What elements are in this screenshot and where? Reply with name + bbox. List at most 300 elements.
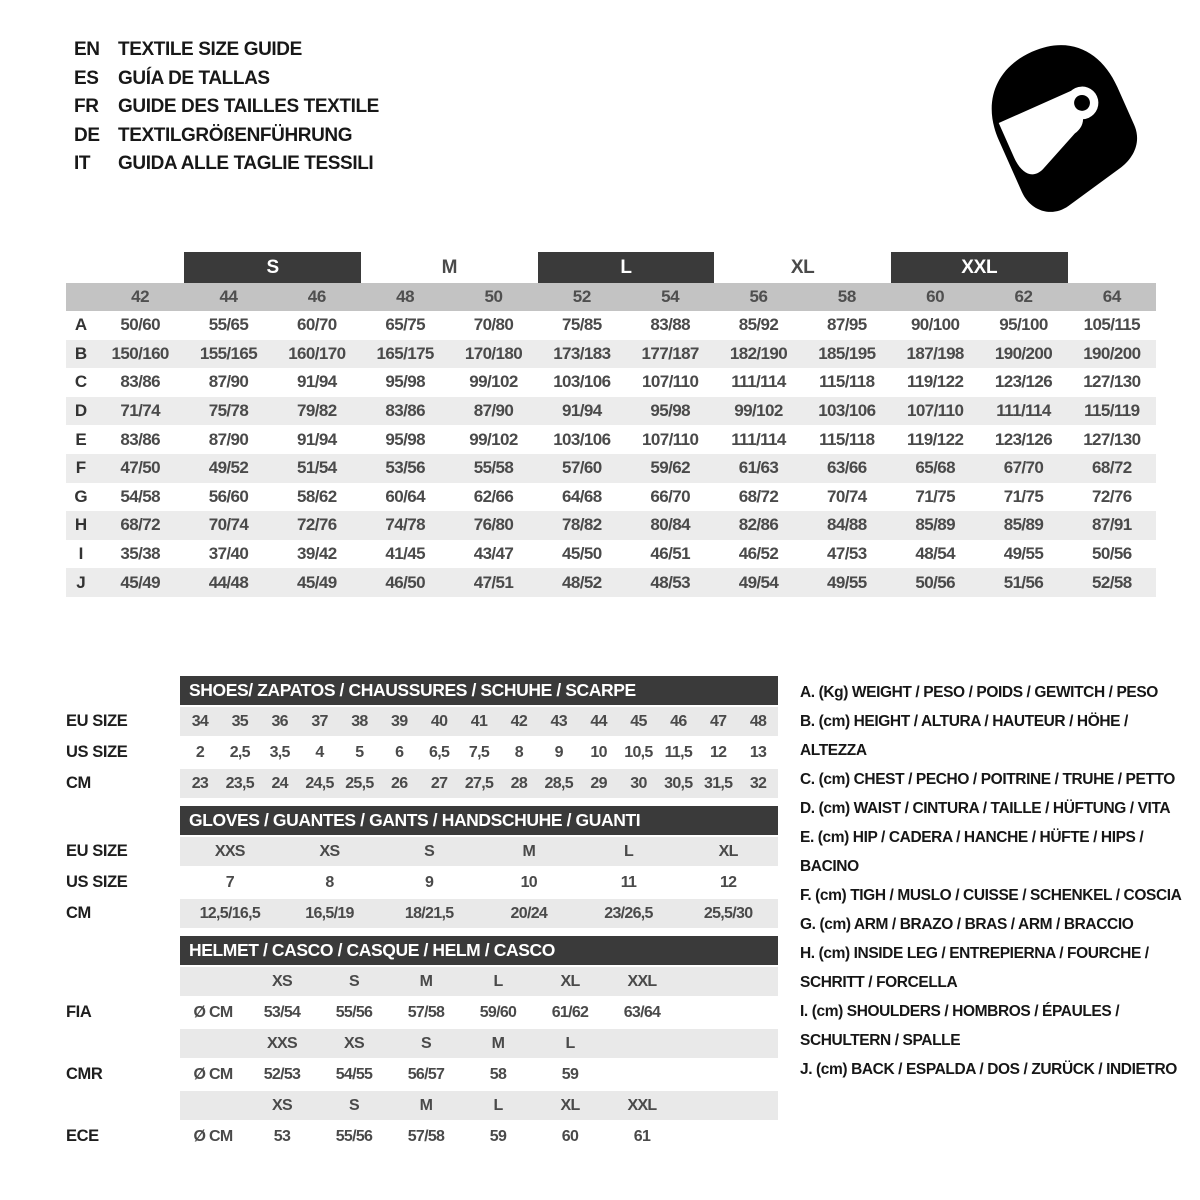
size-cell: 83/88 [650, 315, 690, 335]
gloves-cell: 20/24 [510, 904, 548, 922]
size-cell: 95/98 [650, 401, 690, 421]
shoes-cell: 7,5 [468, 743, 490, 761]
helmet-cell: S [421, 1034, 431, 1052]
size-cell: 71/74 [120, 401, 160, 421]
size-cell: 111/114 [996, 401, 1051, 421]
size-cell: 70/74 [208, 515, 249, 535]
legend-item: D. (cm) WAIST / CINTURA / TAILLE / HÜFTUNG / VITA [800, 800, 1171, 817]
helmet-cell: 61 [633, 1127, 651, 1145]
size-cell: 60/70 [297, 315, 337, 335]
helmet-row-label: CMR [66, 1065, 103, 1083]
shoes-cell: 9 [554, 743, 563, 761]
shoes-cell: 23 [191, 774, 209, 792]
shoes-cell: 2 [195, 743, 205, 761]
helmet-cell: 63/64 [623, 1003, 661, 1021]
gloves-cell: 12,5/16,5 [199, 904, 261, 922]
size-cell: 85/92 [738, 315, 779, 335]
shoes-cell: 43 [550, 712, 567, 730]
helmet-cell: XL [560, 972, 580, 990]
helmet-row-cells [180, 998, 778, 1027]
shoes-cell: 3,5 [269, 743, 290, 761]
size-cell: 46/50 [385, 572, 425, 592]
size-cell: 160/170 [288, 343, 346, 363]
shoes-cell: 27 [430, 774, 448, 792]
size-cell: 91/94 [297, 372, 337, 392]
size-cell: 68/72 [120, 515, 160, 535]
legend-item: F. (cm) TIGH / MUSLO / CUISSE / SCHENKEL / COSCIA [800, 887, 1182, 904]
gloves-cell: 8 [325, 873, 334, 891]
shoes-cell: 41 [470, 712, 488, 730]
language-title: TEXTILE SIZE GUIDE [118, 39, 302, 61]
size-cell: 87/95 [827, 315, 867, 335]
size-cell: 43/47 [473, 544, 514, 564]
legend-item: C. (cm) CHEST / PECHO / POITRINE / TRUHE / PETTO [800, 771, 1175, 788]
shoes-table-header: SHOES/ ZAPATOS / CHAUSSURES / SCHUHE / SCARPE [180, 676, 778, 705]
size-cell: 80/84 [650, 515, 690, 535]
helmet-cell: S [349, 1096, 359, 1114]
helmet-row-cells [180, 1122, 778, 1151]
gloves-cell: 23/26,5 [604, 904, 653, 922]
size-column-header: 60 [926, 287, 945, 306]
legend-item: E. (cm) HIP / CADERA / HANCHE / HÜFTE / HIPS / BACINO [800, 829, 1144, 875]
row-label: G [74, 486, 88, 506]
size-cell: 182/190 [729, 343, 788, 363]
row-label: D [74, 401, 88, 421]
size-cell: 48/53 [650, 572, 690, 592]
shoes-row-cells [180, 769, 778, 798]
language-code: ES [74, 67, 99, 89]
size-column-header: 46 [307, 287, 326, 306]
size-cell: 37/40 [208, 544, 249, 564]
shoes-cell: 38 [351, 712, 368, 730]
size-cell: 54/58 [120, 486, 160, 506]
gloves-row-cells [180, 899, 778, 928]
size-cell: 87/90 [473, 401, 514, 421]
gloves-cell: 16,5/19 [305, 904, 354, 922]
gloves-row-label: EU SIZE [66, 842, 128, 860]
size-group-L: L [538, 252, 715, 283]
gloves-row [66, 899, 778, 928]
size-cell: 49/55 [827, 572, 867, 592]
size-cell: 173/183 [553, 343, 611, 363]
shoes-cell: 32 [749, 774, 767, 792]
size-cell: 165/175 [376, 343, 434, 363]
row-label: A [74, 315, 88, 335]
language-code: EN [74, 39, 100, 61]
size-cell: 45/50 [562, 544, 602, 564]
helmet-row-label: ECE [66, 1127, 99, 1145]
shoes-row-cells [180, 738, 778, 767]
size-cell: 107/110 [642, 429, 699, 449]
gloves-cell: S [424, 842, 435, 860]
size-cell: 155/165 [199, 343, 258, 363]
size-cell: 103/106 [553, 429, 611, 449]
row-label: C [74, 372, 88, 392]
size-cell: 66/70 [650, 486, 690, 506]
size-cell: 185/195 [818, 343, 876, 363]
shoes-row [66, 707, 778, 736]
size-cell: 187/198 [906, 343, 964, 363]
language-title: TEXTILGRÖßENFÜHRUNG [118, 124, 353, 146]
helmet-cell: 57/58 [407, 1003, 445, 1021]
shoes-cell: 36 [271, 712, 288, 730]
helmet-row-label: FIA [66, 1003, 92, 1021]
gloves-row [66, 868, 778, 897]
gloves-cell: 9 [425, 873, 434, 891]
gloves-row-cells [180, 868, 778, 897]
size-cell: 115/118 [819, 429, 875, 449]
shoes-cell: 23,5 [225, 774, 254, 792]
helmet-cell: 57/58 [407, 1127, 445, 1145]
size-cell: 65/68 [915, 458, 955, 478]
gloves-cell: XL [718, 842, 738, 860]
row-label: F [75, 458, 87, 478]
shoes-cell: 44 [590, 712, 607, 730]
helmet-row-label [66, 1029, 180, 1058]
language-title: GUIDE DES TAILLES TEXTILE [118, 96, 379, 118]
helmet-cell: XS [272, 972, 292, 990]
shoes-table [66, 707, 778, 798]
language-row [74, 93, 379, 122]
size-cell: 72/76 [1092, 486, 1132, 506]
shoes-cell: 30,5 [664, 774, 693, 792]
legend-item: G. (cm) ARM / BRAZO / BRAS / ARM / BRACCIO [800, 916, 1134, 933]
main-size-table [66, 252, 1156, 597]
shoes-cell: 31,5 [704, 774, 733, 792]
size-cell: 55/65 [208, 315, 249, 335]
size-cell: 58/62 [297, 486, 337, 506]
size-group-S: S [184, 252, 361, 283]
size-cell: 47/50 [120, 458, 160, 478]
helmet-row-cells [180, 1091, 778, 1120]
language-title: GUIDA ALLE TAGLIE TESSILI [118, 153, 374, 175]
gloves-cell: 12 [719, 873, 737, 891]
size-cell: 47/53 [827, 544, 867, 564]
helmet-cell: XS [344, 1034, 364, 1052]
table-row [66, 397, 1156, 426]
helmet-table-header: HELMET / CASCO / CASQUE / HELM / CASCO [180, 936, 778, 965]
size-cell: 107/110 [907, 401, 964, 421]
shoes-row-label: CM [66, 774, 91, 792]
gloves-cell: 7 [225, 873, 234, 891]
helmet-cell: 60 [561, 1127, 579, 1145]
gloves-row-label: US SIZE [66, 873, 128, 891]
size-cell: 127/130 [1083, 372, 1141, 392]
size-cell: 105/115 [1083, 315, 1140, 335]
legend-item: H. (cm) INSIDE LEG / ENTREPIERNA / FOURCHE / SCHRITT / FORCELLA [800, 945, 1149, 991]
size-cell: 61/63 [738, 458, 779, 478]
size-column-header: 52 [572, 287, 591, 306]
language-list [74, 36, 379, 179]
legend-item: A. (Kg) WEIGHT / PESO / POIDS / GEWITCH / PESO [800, 684, 1158, 701]
shoes-cell: 46 [670, 712, 687, 730]
language-code: IT [74, 153, 91, 175]
size-cell: 177/187 [641, 343, 699, 363]
shoes-cell: 24 [271, 774, 288, 792]
size-cell: 84/88 [827, 515, 867, 535]
table-row [66, 540, 1156, 569]
size-cell: 52/58 [1092, 572, 1132, 592]
shoes-row [66, 738, 778, 767]
language-row [74, 65, 379, 94]
shoes-cell: 40 [430, 712, 448, 730]
size-groups-row [66, 252, 1156, 283]
shoes-cell: 4 [315, 743, 324, 761]
shoes-cell: 35 [231, 712, 248, 730]
shoes-cell: 42 [510, 712, 528, 730]
table-row [66, 511, 1156, 540]
shoes-cell: 25,5 [345, 774, 374, 792]
size-cell: 115/119 [1084, 401, 1140, 421]
row-label: H [74, 515, 88, 535]
shoes-cell: 27,5 [464, 774, 494, 792]
size-cell: 47/51 [473, 572, 514, 592]
size-cell: 111/114 [731, 372, 786, 392]
size-cell: 190/200 [1083, 343, 1141, 363]
gloves-table-header: GLOVES / GUANTES / GANTS / HANDSCHUHE / GUANTI [180, 806, 778, 835]
helmet-cell: Ø CM [193, 1127, 233, 1145]
size-cell: 64/68 [562, 486, 602, 506]
measurement-legend [800, 678, 1182, 1084]
shoes-cell: 11,5 [664, 743, 693, 761]
size-cell: 127/130 [1083, 429, 1141, 449]
size-cell: 76/80 [473, 515, 514, 535]
size-cell: 46/51 [650, 544, 690, 564]
size-column-header: 54 [661, 287, 680, 306]
shoes-row-cells [180, 707, 778, 736]
helmet-cell: 59 [561, 1065, 579, 1083]
helmet-cell: M [419, 1096, 433, 1114]
size-cell: 95/100 [999, 315, 1048, 335]
helmet-row [66, 1029, 778, 1058]
size-cell: 87/91 [1092, 515, 1132, 535]
size-cell: 50/60 [120, 315, 160, 335]
size-column-header: 58 [837, 287, 856, 306]
size-cell: 68/72 [1092, 458, 1132, 478]
helmet-row-cells [180, 1060, 778, 1089]
size-cell: 51/54 [297, 458, 337, 478]
gloves-cell: 10 [520, 873, 538, 891]
size-cell: 70/80 [473, 315, 514, 335]
helmet-row-label [66, 967, 180, 996]
size-cell: 41/45 [385, 544, 425, 564]
helmet-row [66, 998, 778, 1027]
helmet-icon [975, 30, 1147, 219]
row-label: E [75, 429, 87, 449]
helmet-cell: M [491, 1034, 505, 1052]
size-cell: 87/90 [208, 372, 249, 392]
size-cell: 123/126 [994, 429, 1053, 449]
language-row [74, 36, 379, 65]
helmet-cell: XXL [627, 972, 657, 990]
helmet-cell: XXS [267, 1034, 297, 1052]
helmet-cell: 58 [489, 1065, 507, 1083]
table-row [66, 425, 1156, 454]
gloves-table [66, 837, 778, 928]
shoes-cell: 29 [590, 774, 607, 792]
shoes-cell: 2,5 [229, 743, 250, 761]
row-label: B [74, 343, 88, 363]
language-code: FR [74, 96, 99, 118]
language-row [74, 150, 379, 179]
size-cell: 115/118 [819, 372, 875, 392]
shoes-cell: 26 [391, 774, 408, 792]
shoes-cell: 37 [311, 712, 328, 730]
size-cell: 45/49 [297, 572, 337, 592]
gloves-row [66, 837, 778, 866]
helmet-cell: 55/56 [335, 1003, 373, 1021]
shoes-cell: 5 [355, 743, 364, 761]
size-cell: 123/126 [994, 372, 1053, 392]
size-column-header: 64 [1102, 287, 1121, 306]
size-cell: 49/55 [1003, 544, 1044, 564]
size-cell: 75/85 [562, 315, 602, 335]
legend-item: I. (cm) SHOULDERS / HOMBROS / ÉPAULES / SCHULTERN / SPALLE [800, 1003, 1120, 1049]
size-column-header: 62 [1014, 287, 1033, 306]
size-group-XXL: XXL [891, 252, 1068, 283]
size-cell: 85/89 [1003, 515, 1044, 535]
size-cell: 35/38 [120, 544, 160, 564]
size-cell: 55/58 [473, 458, 514, 478]
row-label: J [76, 572, 86, 592]
shoes-cell: 48 [749, 712, 767, 730]
helmet-cell: 55/56 [335, 1127, 373, 1145]
size-cell: 56/60 [208, 486, 249, 506]
size-cell: 46/52 [738, 544, 779, 564]
shoes-cell: 6,5 [429, 743, 450, 761]
size-column-header: 42 [131, 287, 150, 306]
size-cell: 39/42 [297, 544, 337, 564]
size-cell: 70/74 [827, 486, 867, 506]
helmet-cell: 59 [489, 1127, 507, 1145]
size-cell: 87/90 [208, 429, 249, 449]
size-cell: 99/102 [469, 429, 518, 449]
size-cell: 119/122 [907, 429, 964, 449]
table-row [66, 311, 1156, 340]
helmet-cell: M [419, 972, 433, 990]
helmet-cell: L [493, 972, 503, 990]
shoes-cell: 39 [391, 712, 408, 730]
size-cell: 63/66 [827, 458, 867, 478]
language-title: GUÍA DE TALLAS [118, 67, 270, 89]
size-cell: 48/54 [915, 544, 955, 564]
helmet-cell: L [565, 1034, 575, 1052]
size-cell: 49/52 [208, 458, 249, 478]
sub-tables [66, 676, 778, 1151]
legend-item: J. (cm) BACK / ESPALDA / DOS / ZURÜCK / INDIETRO [800, 1061, 1177, 1078]
shoes-cell: 10,5 [624, 743, 653, 761]
shoes-cell: 10 [590, 743, 607, 761]
shoes-cell: 47 [709, 712, 727, 730]
size-cell: 50/56 [1092, 544, 1132, 564]
size-group-M: M [441, 256, 458, 278]
size-cell: 65/75 [385, 315, 425, 335]
size-cell: 107/110 [642, 372, 699, 392]
helmet-cell: Ø CM [193, 1065, 233, 1083]
table-row [66, 568, 1156, 597]
size-cell: 49/54 [738, 572, 779, 592]
helmet-row [66, 1122, 778, 1151]
size-cell: 82/86 [738, 515, 779, 535]
size-cell: 50/56 [915, 572, 955, 592]
size-cell: 78/82 [562, 515, 602, 535]
size-cell: 95/98 [385, 429, 425, 449]
helmet-row-cells [180, 1029, 778, 1058]
helmet-cell: XL [560, 1096, 580, 1114]
helmet-cell: 54/55 [335, 1065, 373, 1083]
size-cell: 44/48 [208, 572, 249, 592]
size-group-XL: XL [790, 256, 815, 278]
gloves-cell: M [522, 842, 536, 860]
size-column-header: 44 [219, 287, 238, 306]
size-cell: 111/114 [731, 429, 786, 449]
helmet-cell: 53/54 [263, 1003, 301, 1021]
table-row [66, 483, 1156, 512]
helmet-table [66, 967, 778, 1151]
shoes-cell: 13 [749, 743, 767, 761]
size-cell: 74/78 [385, 515, 425, 535]
size-cell: 90/100 [910, 315, 960, 335]
size-cell: 68/72 [738, 486, 779, 506]
shoes-cell: 8 [514, 743, 523, 761]
gloves-cell: 18/21,5 [404, 904, 454, 922]
helmet-row-cells [180, 967, 778, 996]
size-cell: 53/56 [385, 458, 425, 478]
helmet-cell: 61/62 [551, 1003, 589, 1021]
size-cell: 190/200 [994, 343, 1053, 363]
helmet-row-label [66, 1091, 180, 1120]
size-cell: 71/75 [915, 486, 955, 506]
size-cell: 83/86 [120, 429, 160, 449]
helmet-cell: Ø CM [193, 1003, 233, 1021]
size-cell: 85/89 [915, 515, 955, 535]
table-row [66, 368, 1156, 397]
shoes-row [66, 769, 778, 798]
row-label: I [78, 544, 84, 564]
helmet-cell: XXL [627, 1096, 657, 1114]
size-cell: 91/94 [562, 401, 602, 421]
gloves-cell: XS [319, 842, 340, 860]
legend-item: B. (cm) HEIGHT / ALTURA / HAUTEUR / HÖHE / ALTEZZA [800, 713, 1128, 759]
size-cell: 48/52 [562, 572, 602, 592]
gloves-cell: 11 [620, 873, 637, 891]
size-cell: 57/60 [562, 458, 602, 478]
size-cell: 103/106 [818, 401, 876, 421]
size-cell: 83/86 [120, 372, 160, 392]
language-code: DE [74, 124, 100, 146]
size-cell: 51/56 [1003, 572, 1044, 592]
helmet-cell: 59/60 [479, 1003, 517, 1021]
shoes-cell: 24,5 [305, 774, 334, 792]
shoes-cell: 34 [191, 712, 209, 730]
size-cell: 119/122 [907, 372, 964, 392]
shoes-row-label: US SIZE [66, 743, 128, 761]
size-cell: 91/94 [297, 429, 337, 449]
language-row [74, 122, 379, 151]
helmet-cell: 53 [273, 1127, 291, 1145]
size-column-header: 48 [396, 287, 415, 306]
size-cell: 62/66 [473, 486, 514, 506]
size-cell: 83/86 [385, 401, 425, 421]
shoes-cell: 12 [709, 743, 727, 761]
helmet-row [66, 1060, 778, 1089]
helmet-cell: 52/53 [263, 1065, 301, 1083]
size-cell: 95/98 [385, 372, 425, 392]
shoes-cell: 30 [630, 774, 647, 792]
size-numbers-row [66, 283, 1156, 311]
helmet-row [66, 967, 778, 996]
shoes-cell: 6 [395, 743, 404, 761]
